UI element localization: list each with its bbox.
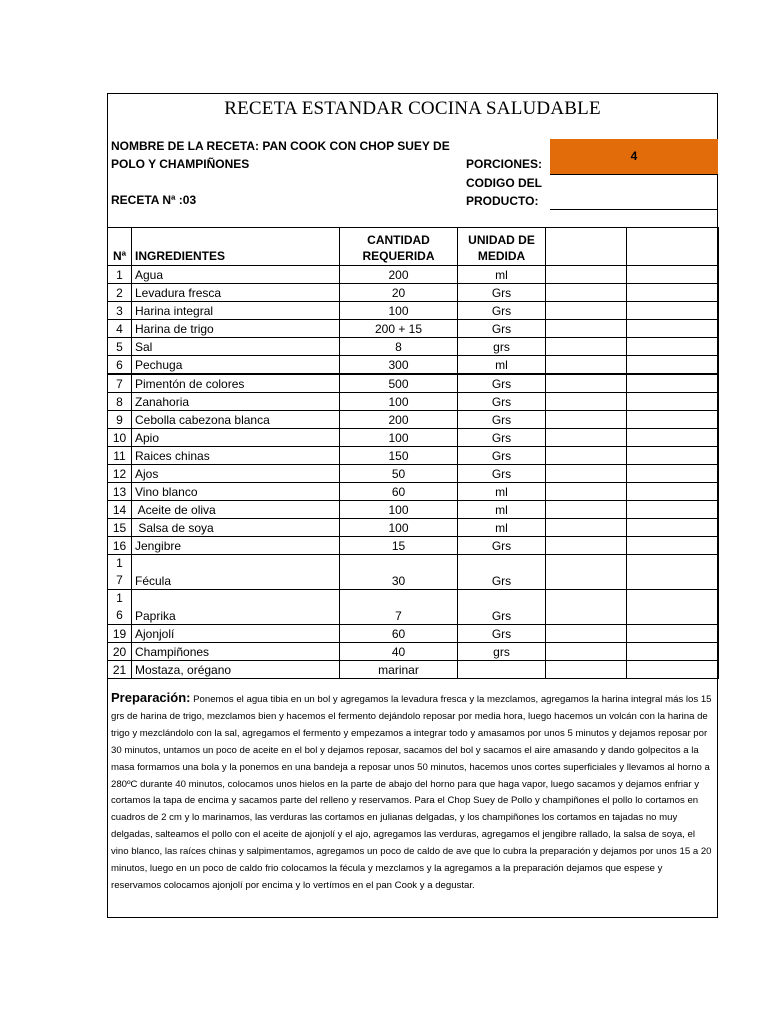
ingredient-quantity: 500 [340,374,458,393]
table-row [108,625,719,643]
row-number-part-b: 6 [116,608,123,622]
ingredient-quantity: 20 [340,284,458,302]
ingredient-unit: Grs [458,429,546,447]
row-number [108,590,132,625]
ingredient-unit: grs [458,643,546,661]
col-header-unidad-line2: MEDIDA [477,249,526,263]
product-code-line2: PRODUCTO: [466,194,539,208]
ingredient-quantity: 100 [340,519,458,537]
col-header-cantidad [340,228,458,266]
empty-cell [627,429,719,447]
ingredient-name: Zanahoria [132,393,340,411]
empty-cell [546,537,627,555]
table-row [108,590,719,625]
ingredient-quantity: 100 [340,393,458,411]
row-number: 5 [108,338,132,356]
row-number: 16 [108,537,132,555]
row-number: 4 [108,320,132,338]
empty-cell [546,429,627,447]
portions-underline [550,174,718,175]
empty-cell [546,374,627,393]
table-row [108,374,719,393]
empty-cell [546,266,627,284]
table-row [108,661,719,679]
ingredient-name: Harina de trigo [132,320,340,338]
ingredient-unit: Grs [458,320,546,338]
row-number: 11 [108,447,132,465]
recipe-name-line1: NOMBRE DE LA RECETA: PAN COOK CON CHOP SUEY DE [111,139,450,153]
table-row [108,643,719,661]
ingredient-name: Agua [132,266,340,284]
ingredient-unit: Grs [458,393,546,411]
ingredient-quantity: 100 [340,302,458,320]
ingredient-unit: Grs [458,465,546,483]
col-header-ingredientes: INGREDIENTES [132,228,340,266]
ingredient-unit: Grs [458,555,546,590]
empty-cell [546,320,627,338]
row-number: 2 [108,284,132,302]
empty-cell [627,661,719,679]
ingredient-unit: Grs [458,302,546,320]
ingredient-quantity: 50 [340,465,458,483]
ingredient-name: Raices chinas [132,447,340,465]
empty-cell [627,519,719,537]
table-row [108,320,719,338]
ingredient-unit: ml [458,501,546,519]
row-number: 19 [108,625,132,643]
empty-cell [627,501,719,519]
empty-cell [546,393,627,411]
row-number-part-b: 7 [116,573,123,587]
row-number: 14 [108,501,132,519]
ingredient-quantity: 15 [340,537,458,555]
ingredient-unit: ml [458,483,546,501]
empty-cell [546,555,627,590]
row-number [108,555,132,590]
empty-cell [546,356,627,375]
table-row [108,465,719,483]
ingredient-unit: Grs [458,590,546,625]
row-number: 10 [108,429,132,447]
row-number: 3 [108,302,132,320]
table-row [108,429,719,447]
empty-cell [627,338,719,356]
ingredient-quantity: 30 [340,555,458,590]
empty-cell [627,266,719,284]
ingredient-name: Salsa de soya [132,519,340,537]
col-header-empty-1 [546,228,627,266]
ingredient-quantity: 60 [340,483,458,501]
row-number: 15 [108,519,132,537]
ingredient-quantity: 200 [340,266,458,284]
ingredient-quantity: 7 [340,590,458,625]
ingredient-unit: Grs [458,374,546,393]
table-row [108,447,719,465]
row-number: 6 [108,356,132,375]
row-number: 20 [108,643,132,661]
empty-cell [546,284,627,302]
table-row [108,393,719,411]
ingredient-name: Jengibre [132,537,340,555]
ingredient-unit: ml [458,266,546,284]
ingredient-name: Levadura fresca [132,284,340,302]
recipe-name [111,137,451,173]
ingredient-quantity: 60 [340,625,458,643]
table-row [108,501,719,519]
ingredient-name: Aceite de oliva [132,501,340,519]
preparation-body: Ponemos el agua tibia en un bol y agregamos la levadura fresca y la mezclamos, agregamos la harina integral más los 15 grs de harina de trigo, mezclamos bien y hacemos el fermento dejándolo reposar por media hora, luego hacemos un volcán con la harina de trigo y mezclándolo con la sal, agregamos el fermento y empezamos a integrar todo y amasamos por unos 5 minutos y dejamos reposar por 30 minutos, untamos un poco de aceite en el bol y dejamos reposar, sacamos del bol y sacamos el aire amasando y dando golpecitos a la masa formamos una bola y la ponemos en una bandeja a reposar unos 50 minutos, hacemos unos cortes superficiales y llevamos al horno a 280ºC durante 40 minutos, colocamos unos hielos en la parte de abajo del horno para que haga vapor, luego sacamos y dejamos enfriar y cortamos la tapa de encima y sacamos parte del relleno y reservamos. Para el Chop Suey de Pollo y champiñones el pollo lo cortamos en cuadros de 2 cm y lo marinamos, las verduras las cortamos en julianas delgadas, y los champiñones los cortamos en tajadas no muy delgadas, salteamos el pollo con el aceite de ajonjolí y el ajo, agregamos las verduras, agregamos el jengibre rallado, la salsa de soya, el vino blanco, las raíces chinas y salpimentamos, agregamos un poco de caldo de ave que lo cubra la preparación y dejamos por unos 15 a 20 minutos, luego en un poco de caldo frio colocamos la fécula y mezclamos y la agregamos a la preparación dejamos que espese y reservamos colocamos ajonjolí por encima y lo vertímos en el pan Cook y a degustar. [111,694,712,891]
portions-value: 4 [630,149,638,163]
empty-cell [627,643,719,661]
ingredient-name: Cebolla cabezona blanca [132,411,340,429]
page-title: RECETA ESTANDAR COCINA SALUDABLE [224,98,601,119]
ingredients-table [107,227,719,679]
empty-cell [627,393,719,411]
ingredient-unit: Grs [458,284,546,302]
empty-cell [546,447,627,465]
ingredient-name: Fécula [132,555,340,590]
empty-cell [627,284,719,302]
empty-cell [627,590,719,625]
ingredient-unit: Grs [458,411,546,429]
col-header-cantidad-line1: CANTIDAD [367,233,430,247]
row-number-part-a: 1 [116,556,123,570]
empty-cell [546,643,627,661]
ingredient-quantity: 100 [340,501,458,519]
table-row [108,356,719,375]
col-header-cantidad-line2: REQUERIDA [362,249,435,263]
table-row [108,338,719,356]
ingredient-name: Ajonjolí [132,625,340,643]
row-number: 1 [108,266,132,284]
empty-cell [627,555,719,590]
empty-cell [546,483,627,501]
preparation-text [111,690,714,895]
ingredient-name: Paprika [132,590,340,625]
table-header-row [108,228,719,266]
empty-cell [627,483,719,501]
ingredient-name: Pechuga [132,356,340,375]
table-row [108,483,719,501]
empty-cell [546,625,627,643]
ingredient-name: Apio [132,429,340,447]
product-code-underline [550,209,718,210]
empty-cell [546,519,627,537]
ingredient-quantity: 100 [340,429,458,447]
table-row [108,302,719,320]
ingredient-unit: Grs [458,625,546,643]
empty-cell [627,374,719,393]
row-number: 13 [108,483,132,501]
empty-cell [627,625,719,643]
ingredient-unit: Grs [458,447,546,465]
empty-cell [627,465,719,483]
ingredient-quantity: 8 [340,338,458,356]
row-number: 12 [108,465,132,483]
col-header-unidad-line1: UNIDAD DE [468,233,535,247]
empty-cell [546,465,627,483]
table-row [108,519,719,537]
ingredient-unit: Grs [458,537,546,555]
empty-cell [546,338,627,356]
ingredient-quantity: 300 [340,356,458,375]
col-header-num: Nª [108,228,132,266]
empty-cell [546,661,627,679]
preparation-label: Preparación: [111,690,191,705]
ingredient-name: Pimentón de colores [132,374,340,393]
table-row [108,537,719,555]
ingredient-quantity: marinar [340,661,458,679]
row-number-part-a: 1 [116,591,123,605]
empty-cell [546,302,627,320]
table-row [108,411,719,429]
col-header-unidad [458,228,546,266]
product-code-line1: CODIGO DEL [466,176,543,190]
ingredient-unit [458,661,546,679]
table-row [108,266,719,284]
empty-cell [627,356,719,375]
recipe-number: RECETA Nª :03 [111,193,197,207]
empty-cell [546,411,627,429]
recipe-name-line2: POLO Y CHAMPIÑONES [111,157,250,171]
ingredient-name: Vino blanco [132,483,340,501]
col-header-empty-2 [627,228,719,266]
ingredient-quantity: 150 [340,447,458,465]
row-number: 9 [108,411,132,429]
ingredient-name: Mostaza, orégano [132,661,340,679]
row-number: 7 [108,374,132,393]
ingredient-name: Harina integral [132,302,340,320]
empty-cell [627,447,719,465]
empty-cell [546,501,627,519]
empty-cell [627,320,719,338]
product-code-label [466,174,542,210]
empty-cell [627,302,719,320]
table-row [108,284,719,302]
portions-label: PORCIONES: [466,157,543,171]
empty-cell [546,590,627,625]
row-number: 21 [108,661,132,679]
empty-cell [627,411,719,429]
empty-cell [627,537,719,555]
table-row [108,555,719,590]
ingredient-quantity: 200 + 15 [340,320,458,338]
ingredient-unit: grs [458,338,546,356]
ingredient-quantity: 200 [340,411,458,429]
row-number: 8 [108,393,132,411]
ingredient-name: Ajos [132,465,340,483]
ingredient-unit: ml [458,519,546,537]
ingredient-unit: ml [458,356,546,375]
ingredient-name: Champiñones [132,643,340,661]
ingredient-quantity: 40 [340,643,458,661]
ingredient-name: Sal [132,338,340,356]
